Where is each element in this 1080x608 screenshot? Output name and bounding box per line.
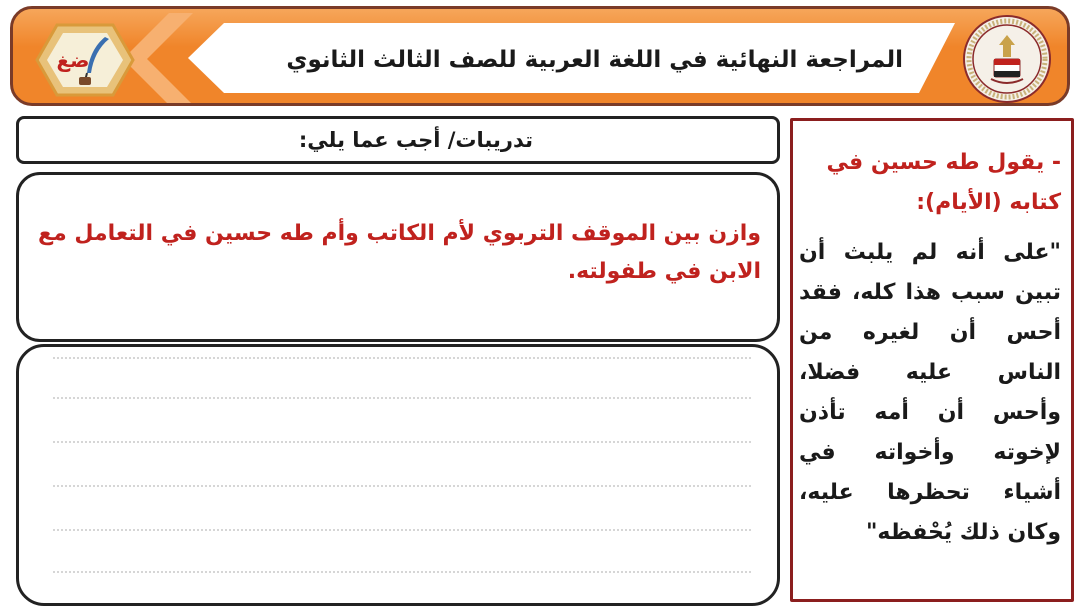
logo-lettering: ضغ [56, 48, 90, 72]
answer-line [53, 529, 751, 531]
answer-line [53, 485, 751, 487]
answer-line [53, 571, 751, 573]
quote-intro: - يقول طه حسين في كتابه (الأيام): [826, 150, 1061, 215]
header-banner [10, 6, 1070, 106]
page-title: المراجعة النهائية في اللغة العربية للصف الثالث الثانوي [286, 47, 903, 73]
answer-area[interactable] [16, 344, 780, 606]
quote-body: "على أنه لم يلبث أن تبين سبب هذا كله، فقد أحس أن لغيره من الناس عليه فضلا، وأحس أن أمه تأذن لإخوته وأخواته في أشياء تحظرها عليه، وكان ذلك يُحْفظه" [799, 240, 1061, 545]
answer-line [53, 357, 751, 359]
ministry-seal-icon [961, 13, 1053, 105]
answer-line [53, 441, 751, 443]
question-box [16, 172, 780, 342]
answer-line [53, 397, 751, 399]
quote-box [790, 118, 1074, 602]
question-text: وازن بين الموقف التربوي لأم الكاتب وأم طه حسين في التعامل مع الابن في طفولته. [38, 221, 761, 284]
quill-logo-icon [35, 23, 135, 97]
task-heading: تدريبات/ أجب عما يلي: [298, 128, 533, 152]
task-heading-box [16, 116, 780, 164]
